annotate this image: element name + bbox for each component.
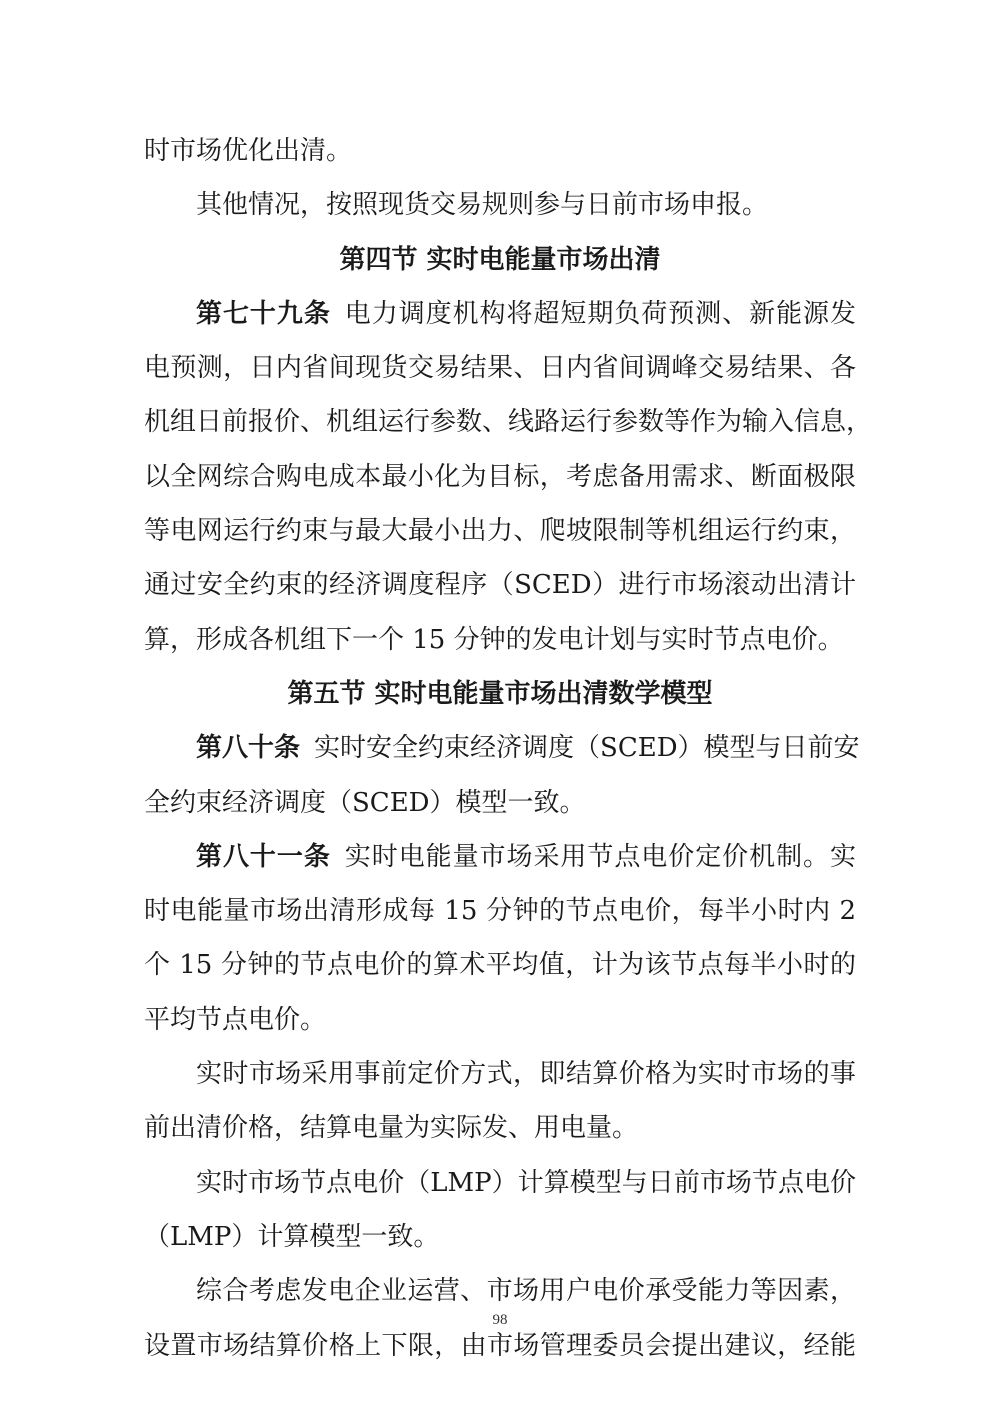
article-79-line: 通过安全约束的经济调度程序（SCED）进行市场滚动出清计 (144, 570, 856, 601)
article-81-text: 实时电能量市场采用节点电价定价机制。实 (344, 841, 856, 872)
paragraph-price-limit-line: 设置市场结算价格上下限，由市场管理委员会提出建议，经能 (144, 1330, 856, 1361)
paragraph-price-limit-line: 综合考虑发电企业运营、市场用户电价承受能力等因素， (196, 1276, 856, 1307)
paragraph-other-cases: 其他情况，按照现货交易规则参与日前市场申报。 (196, 190, 769, 221)
article-79-line (144, 287, 856, 341)
section-heading-4: 第四节 实时电能量市场出清 (339, 244, 661, 275)
article-81-line: 个 15 分钟的节点电价的算术平均值，计为该节点每半小时的 (144, 950, 856, 981)
paragraph-continuation: 时市场优化出清。 (144, 136, 353, 166)
article-81-line: 平均节点电价。 (144, 1004, 327, 1035)
article-80-label: 第八十条 (196, 733, 301, 764)
article-79-line: 以全网综合购电成本最小化为目标，考虑备用需求、断面极限 (144, 461, 856, 492)
article-79-line: 电预测，日内省间现货交易结果、日内省间调峰交易结果、各 (144, 353, 856, 384)
paragraph-lmp-line: 实时市场节点电价（LMP）计算模型与日前市场节点电价 (196, 1167, 856, 1198)
article-80-line (144, 721, 860, 775)
article-81-line: 时电能量市场出清形成每 15 分钟的节点电价，每半小时内 2 (144, 896, 856, 927)
article-79-line: 算，形成各机组下一个 15 分钟的发电计划与实时节点电价。 (144, 624, 844, 655)
page-number: 98 (492, 1312, 508, 1328)
section-heading-5: 第五节 实时电能量市场出清数学模型 (287, 678, 713, 709)
article-81-label: 第八十一条 (196, 841, 331, 872)
paragraph-pricing-line: 前出清价格，结算电量为实际发、用电量。 (144, 1113, 639, 1144)
paragraph-lmp-line: （LMP）计算模型一致。 (144, 1221, 440, 1252)
article-79-line: 等电网运行约束与最大最小出力、爬坡限制等机组运行约束， (144, 516, 856, 547)
article-79-label: 第七十九条 (196, 298, 331, 329)
body-text (144, 124, 873, 1373)
article-79-line: 机组日前报价、机组运行参数、线路运行参数等作为输入信息， (144, 407, 873, 438)
article-81-line (144, 830, 856, 884)
paragraph-pricing-line: 实时市场采用事前定价方式，即结算价格为实时市场的事 (196, 1059, 856, 1090)
article-80-line: 全约束经济调度（SCED）模型一致。 (144, 787, 586, 818)
article-80-text: 实时安全约束经济调度（SCED）模型与日前安 (314, 733, 860, 764)
article-79-text: 电力调度机构将超短期负荷预测、新能源发 (344, 298, 856, 329)
